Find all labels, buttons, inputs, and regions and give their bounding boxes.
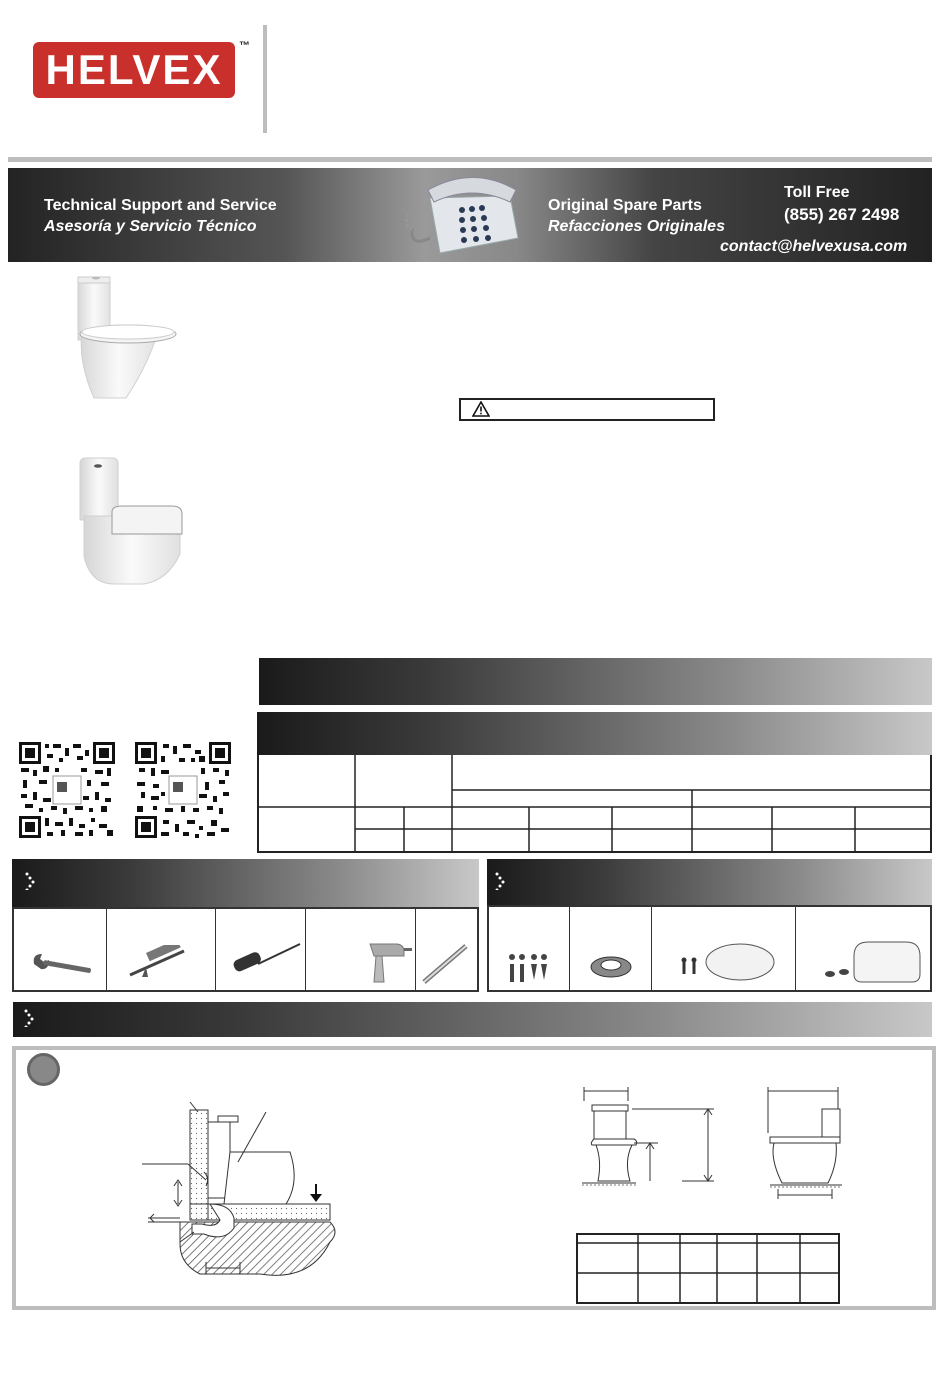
dimension-diagram-square [760,1087,850,1199]
parts-divider [795,907,796,990]
pencil-icon [420,942,472,986]
wax-ring-icon [588,953,634,981]
caulk-gun-icon [126,945,192,979]
section-bar-installation [13,1002,932,1037]
brand-name: HELVEX [45,46,223,93]
header-divider [263,25,267,133]
product-image-square [72,456,187,588]
tools-divider [305,909,306,990]
round-seat-icon [676,940,776,986]
wrench-icon [30,950,96,980]
tools-divider [215,909,216,990]
parts-divider [651,907,652,990]
bolts-icon [500,952,556,984]
product-image-round [68,272,183,404]
top-rule [8,157,932,162]
section-bar-parts [487,859,932,907]
dimension-table-grid [576,1233,840,1304]
dimension-diagram-round [578,1087,720,1187]
dotted-chevron-icon [25,872,35,890]
toll-free-label: Toll Free [784,184,850,201]
spec-table-grid [257,755,932,853]
spec-table [257,755,932,853]
telephone-icon [400,168,525,262]
trademark-mark: ™ [239,40,250,52]
warning-triangle-icon [472,401,490,417]
brand-logo [33,42,235,98]
screwdriver-icon [228,942,304,982]
installation-cross-section-diagram [140,1092,340,1278]
tools-divider [415,909,416,990]
support-title-es: Asesoría y Servicio Técnico [44,218,257,235]
warning-box [459,398,715,421]
drill-icon [366,934,412,986]
qr-code-1[interactable] [17,740,115,838]
contact-email[interactable]: contact@helvexusa.com [720,238,908,255]
step-number-badge [27,1053,60,1086]
tools-divider [106,909,107,990]
parts-title-es: Refacciones Originales [548,218,725,235]
dotted-chevron-icon [495,872,505,890]
parts-title-en: Original Spare Parts [548,197,702,214]
parts-divider [569,907,570,990]
section-bar-tools [12,859,479,907]
section-bar-models [259,658,932,705]
square-seat-icon [820,938,922,984]
toll-free-phone[interactable]: (855) 267 2498 [784,205,900,224]
dotted-chevron-icon [24,1009,34,1027]
dimension-table [576,1233,840,1304]
qr-code-2[interactable] [133,740,231,838]
section-bar-specs [257,712,932,755]
support-title-en: Technical Support and Service [44,197,277,214]
